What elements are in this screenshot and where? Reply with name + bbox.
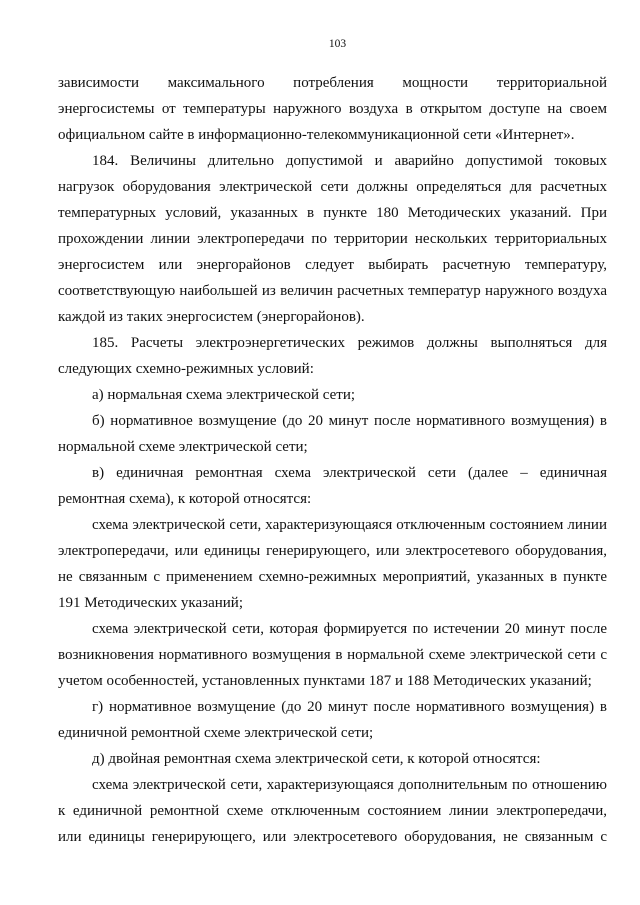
paragraph: схема электрической сети, характеризующаяся дополнительным по отношению к единичной ремонтной схеме отключенным состоянием линии электропередачи, или единицы генерирующего, или электросетевого оборудования, не связанным с	[58, 777, 607, 845]
paragraph: 184. Величины длительно допустимой и аварийно допустимой токовых нагрузок оборудования электрической сети должны определяться для расчетных температурных условий, указанных в пункте 180 Методических указаний. При прохождении линии электропередачи по территории нескольких территориальных энергосистем или энергорайонов следует выбирать расчетную температуру, соответствующую наибольшей из величин расчетных температур наружного воздуха каждой из таких энергосистем (энергорайонов).	[58, 153, 607, 325]
paragraph: зависимости максимального потребления мощности территориальной энергосистемы от температуры наружного воздуха в открытом доступе на своем официальном сайте в информационно-телекоммуникационной сети «Интернет».	[58, 75, 607, 143]
paragraph: схема электрической сети, которая формируется по истечении 20 минут после возникновения нормативного возмущения в нормальной схеме электрической сети с учетом особенностей, установленных пунктами 187 и 188 Методических указаний;	[58, 621, 607, 689]
paragraph: в) единичная ремонтная схема электрической сети (далее – единичная ремонтная схема), к которой относятся:	[58, 465, 607, 507]
paragraph: схема электрической сети, характеризующаяся отключенным состоянием линии электропередачи, или единицы генерирующего, или электросетевого оборудования, не связанным с применением схемно-режимных мероприятий, указанных в пункте 191 Методических указаний;	[58, 517, 607, 611]
paragraph: а) нормальная схема электрической сети;	[92, 387, 356, 403]
paragraph: б) нормативное возмущение (до 20 минут после нормативного возмущения) в нормальной схеме электрической сети;	[58, 413, 607, 455]
paragraph: г) нормативное возмущение (до 20 минут после нормативного возмущения) в единичной ремонтной схеме электрической сети;	[58, 699, 607, 741]
paragraph: 185. Расчеты электроэнергетических режимов должны выполняться для следующих схемно-режимных условий:	[58, 335, 607, 377]
page-number: 103	[328, 38, 347, 50]
document-body	[58, 70, 607, 850]
paragraph: д) двойная ремонтная схема электрической сети, к которой относятся:	[92, 751, 541, 767]
